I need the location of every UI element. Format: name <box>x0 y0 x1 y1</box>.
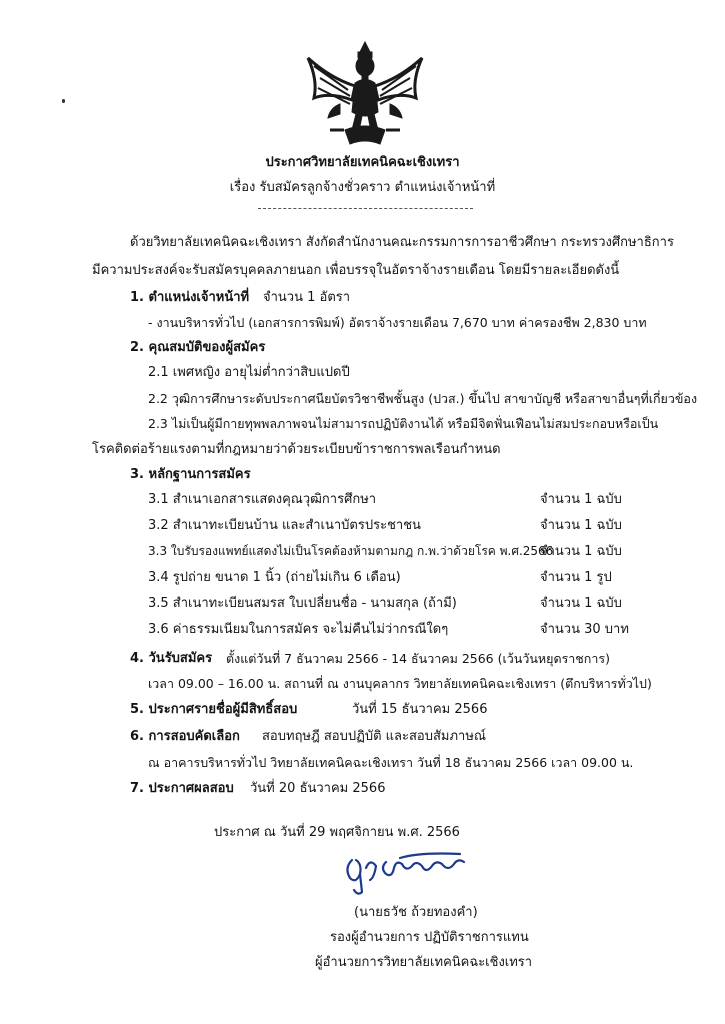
qualification-item: 2.2 วุฒิการศึกษาระดับประกาศนียบัตรวิชาชีพชั้นสูง (ปวส.) ขึ้นไป สาขาบัญชี หรือสาขาอื่นๆที่เกี่ยวข้อง <box>148 391 698 406</box>
evidence-item-label: 3.6 ค่าธรรมเนียมในการสมัคร จะไม่คืนไม่ว่ากรณีใดๆ <box>148 622 449 637</box>
section-2-heading: 2. คุณสมบัติของผู้สมัคร <box>130 340 266 355</box>
qualification-item: 2.1 เพศหญิง อายุไม่ต่ำกว่าสิบแปดปี <box>148 365 350 380</box>
section-1-detail: - งานบริหารทั่วไป (เอกสารการพิมพ์) อัตราจ้างรายเดือน 7,670 บาท ค่าครองชีพ 2,830 บาท <box>148 315 647 330</box>
intro-line-2: มีความประสงค์จะรับสมัครบุคคลภายนอก เพื่อบรรจุในอัตราจ้างรายเดือน โดยมีรายละเอียดดังนี้ <box>92 263 620 278</box>
qualification-item-continued: โรคติดต่อร้ายแรงตามที่กฎหมายว่าด้วยระเบียบข้าราชการพลเรือนกำหนด <box>92 442 501 457</box>
document-title: ประกาศวิทยาลัยเทคนิคฉะเชิงเทรา <box>265 155 460 170</box>
section-1-count: จำนวน 1 อัตรา <box>263 290 351 305</box>
section-4-detail: เวลา 09.00 – 16.00 น. สถานที่ ณ งานบุคลากร วิทยาลัยเทคนิคฉะเชิงเทรา (ตึกบริหารทั่วไป) <box>148 676 652 691</box>
evidence-item-qty: จำนวน 1 รูป <box>540 570 612 585</box>
evidence-item-label: 3.4 รูปถ่าย ขนาด 1 นิ้ว (ถ่ายไม่เกิน 6 เดือน) <box>148 570 401 585</box>
section-3-heading: 3. หลักฐานการสมัคร <box>130 467 251 482</box>
garuda-emblem-icon <box>300 38 430 148</box>
evidence-item-qty: จำนวน 1 ฉบับ <box>540 544 622 559</box>
title-divider <box>258 208 473 209</box>
evidence-item-label: 3.1 สำเนาเอกสารแสดงคุณวุฒิการศึกษา <box>148 492 377 507</box>
section-4-heading: 4. วันรับสมัคร <box>130 651 213 666</box>
announcement-date: ประกาศ ณ วันที่ 29 พฤศจิกายน พ.ศ. 2566 <box>214 825 460 840</box>
document-subject: เรื่อง รับสมัครลูกจ้างชั่วคราว ตำแหน่งเจ้าหน้าที่ <box>229 180 496 195</box>
evidence-item-qty: จำนวน 1 ฉบับ <box>540 596 622 611</box>
signatory-position-1: รองผู้อำนวยการ ปฏิบัติราชการแทน <box>330 930 529 945</box>
handwritten-signature-icon <box>330 838 480 898</box>
section-5-date: วันที่ 15 ธันวาคม 2566 <box>352 702 488 717</box>
signatory-position-2: ผู้อำนวยการวิทยาลัยเทคนิคฉะเชิงเทรา <box>315 955 533 970</box>
section-4-dates: ตั้งแต่วันที่ 7 ธันวาคม 2566 - 14 ธันวาคม 2566 (เว้นวันหยุดราชการ) <box>226 651 610 666</box>
evidence-item-qty: จำนวน 1 ฉบับ <box>540 492 622 507</box>
evidence-item-label: 3.2 สำเนาทะเบียนบ้าน และสำเนาบัตรประชาชน <box>148 518 421 533</box>
evidence-item-qty: จำนวน 1 ฉบับ <box>540 518 622 533</box>
evidence-item-label: 3.5 สำเนาทะเบียนสมรส ใบเปลี่ยนชื่อ - นามสกุล (ถ้ามี) <box>148 596 457 611</box>
intro-line-1: ด้วยวิทยาลัยเทคนิคฉะเชิงเทรา สังกัดสำนักงานคณะกรรมการการอาชีวศึกษา กระทรวงศึกษาธิการ <box>130 235 674 250</box>
signatory-name: (นายธวัช ถ้วยทองคำ) <box>354 905 478 920</box>
evidence-item-qty: จำนวน 30 บาท <box>540 622 629 637</box>
section-7-heading: 7. ประกาศผลสอบ <box>130 781 234 796</box>
scan-speck <box>62 99 65 103</box>
section-6-type: สอบทฤษฎี สอบปฏิบัติ และสอบสัมภาษณ์ <box>262 729 486 744</box>
section-6-detail: ณ อาคารบริหารทั่วไป วิทยาลัยเทคนิคฉะเชิงเทรา วันที่ 18 ธันวาคม 2566 เวลา 09.00 น. <box>148 755 634 770</box>
evidence-item-label: 3.3 ใบรับรองแพทย์แสดงไม่เป็นโรคต้องห้ามตามกฎ ก.พ.ว่าด้วยโรค พ.ศ.2566 <box>148 544 554 558</box>
section-1-heading: 1. ตำแหน่งเจ้าหน้าที่ <box>130 290 250 305</box>
section-5-heading: 5. ประกาศรายชื่อผู้มีสิทธิ์สอบ <box>130 702 298 717</box>
qualification-item: 2.3 ไม่เป็นผู้มีกายทุพพลภาพจนไม่สามารถปฏิบัติงานได้ หรือมีจิตฟั่นเฟือนไม่สมประกอบหรือเป็น <box>148 416 659 431</box>
section-7-date: วันที่ 20 ธันวาคม 2566 <box>250 781 386 796</box>
section-6-heading: 6. การสอบคัดเลือก <box>130 729 240 744</box>
